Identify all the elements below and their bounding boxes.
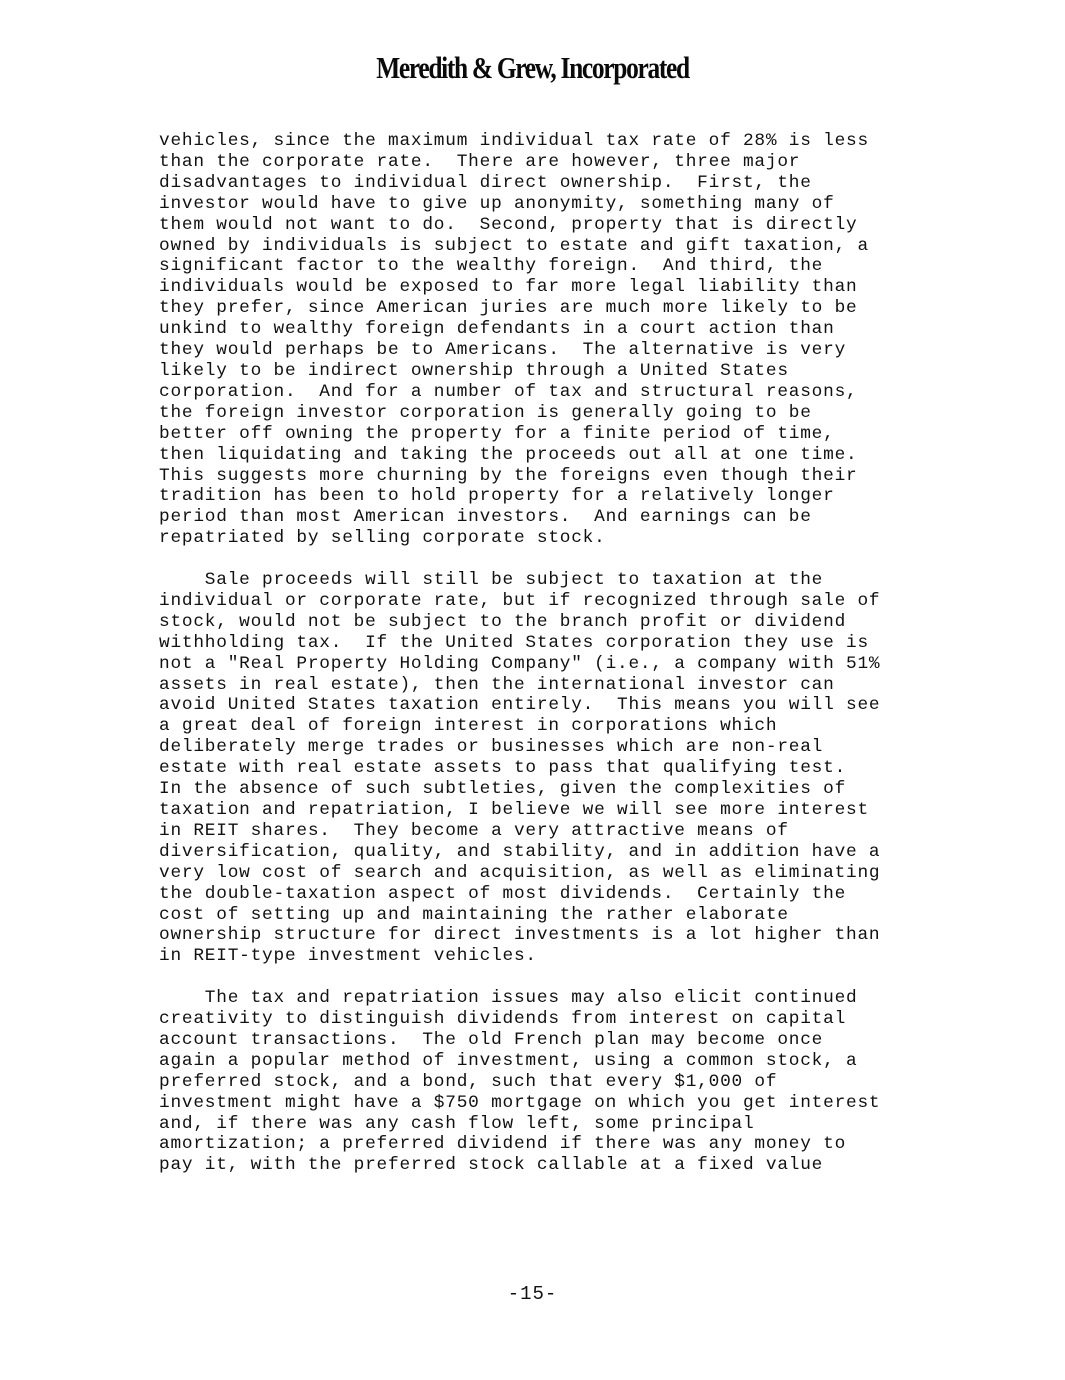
text-line: creativity to distinguish dividends from interest on capital xyxy=(159,1009,847,1030)
text-line: vehicles, since the maximum individual tax rate of 28% is less xyxy=(159,131,869,151)
text-line: cost of setting up and maintaining the rather elaborate xyxy=(159,904,789,925)
text-line: withholding tax. If the United States corporation they use is xyxy=(159,632,869,653)
text-line: they would perhaps be to Americans. The alternative is very xyxy=(159,340,847,361)
text-line: deliberately merge trades or businesses which are non-real xyxy=(159,737,824,758)
text-line: pay it, with the preferred stock callable at a fixed value xyxy=(159,1155,824,1176)
paragraph xyxy=(159,131,989,549)
page-number: -15- xyxy=(507,1283,558,1305)
text-line: again a popular method of investment, using a common stock, a xyxy=(159,1050,858,1071)
text-line: diversification, quality, and stability, and in addition have a xyxy=(159,841,881,862)
text-line: disadvantages to individual direct ownership. First, the xyxy=(159,172,812,193)
paragraph xyxy=(159,570,989,967)
text-line: estate with real estate assets to pass that qualifying test. xyxy=(159,758,847,779)
text-line: in REIT shares. They become a very attractive means of xyxy=(159,820,789,841)
text-line: in REIT-type investment vehicles. xyxy=(159,946,537,967)
text-line: tradition has been to hold property for a relatively longer xyxy=(159,486,835,507)
text-line: ownership structure for direct investments is a lot higher than xyxy=(159,925,881,946)
text-line: individual or corporate rate, but if recognized through sale of xyxy=(159,590,881,611)
text-line: repatriated by selling corporate stock. xyxy=(159,528,606,549)
text-line: significant factor to the wealthy foreign. And third, the xyxy=(159,256,824,277)
text-line: the double-taxation aspect of most dividends. Certainly the xyxy=(159,883,847,904)
text-line: a great deal of foreign interest in corporations which xyxy=(159,716,778,737)
text-line: period than most American investors. And earnings can be xyxy=(159,507,812,528)
company-letterhead: Meredith & Grew, Incorporated xyxy=(376,50,689,85)
text-line: corporation. And for a number of tax and structural reasons, xyxy=(159,381,858,402)
text-line: they prefer, since American juries are much more likely to be xyxy=(159,298,858,319)
text-line: account transactions. The old French plan may become once xyxy=(159,1029,824,1050)
text-line: than the corporate rate. There are however, three major xyxy=(159,151,801,172)
text-line: avoid United States taxation entirely. This means you will see xyxy=(159,695,881,716)
text-line: The tax and repatriation issues may also elicit continued xyxy=(159,988,858,1009)
text-line: unkind to wealthy foreign defendants in a court action than xyxy=(159,319,835,340)
text-line: individuals would be exposed to far more legal liability than xyxy=(159,277,858,298)
text-line: taxation and repatriation, I believe we will see more interest xyxy=(159,799,869,820)
text-line: likely to be indirect ownership through a United States xyxy=(159,360,789,381)
text-line: the foreign investor corporation is generally going to be xyxy=(159,402,812,423)
text-line: stock, would not be subject to the branch profit or dividend xyxy=(159,611,847,632)
text-line: preferred stock, and a bond, such that every $1,000 of xyxy=(159,1071,778,1092)
text-line: In the absence of such subtleties, given the complexities of xyxy=(159,779,847,800)
document-body xyxy=(159,131,989,1176)
text-line: owned by individuals is subject to estate and gift taxation, a xyxy=(159,235,869,256)
text-line: Sale proceeds will still be subject to taxation at the xyxy=(159,570,824,591)
text-line: investor would have to give up anonymity, something many of xyxy=(159,193,835,214)
text-line: them would not want to do. Second, property that is directly xyxy=(159,214,858,235)
text-line: not a "Real Property Holding Company" (i.e., a company with 51% xyxy=(159,653,881,674)
text-line: and, if there was any cash flow left, some principal xyxy=(159,1113,755,1134)
text-line: This suggests more churning by the foreigns even though their xyxy=(159,465,858,486)
text-line: amortization; a preferred dividend if there was any money to xyxy=(159,1134,847,1155)
text-line: assets in real estate), then the international investor can xyxy=(159,674,835,695)
paragraph xyxy=(159,988,989,1176)
text-line: better off owning the property for a finite period of time, xyxy=(159,423,835,444)
text-line: then liquidating and taking the proceeds out all at one time. xyxy=(159,444,858,465)
text-line: investment might have a $750 mortgage on which you get interest xyxy=(159,1092,881,1113)
text-line: very low cost of search and acquisition, as well as eliminating xyxy=(159,862,881,883)
